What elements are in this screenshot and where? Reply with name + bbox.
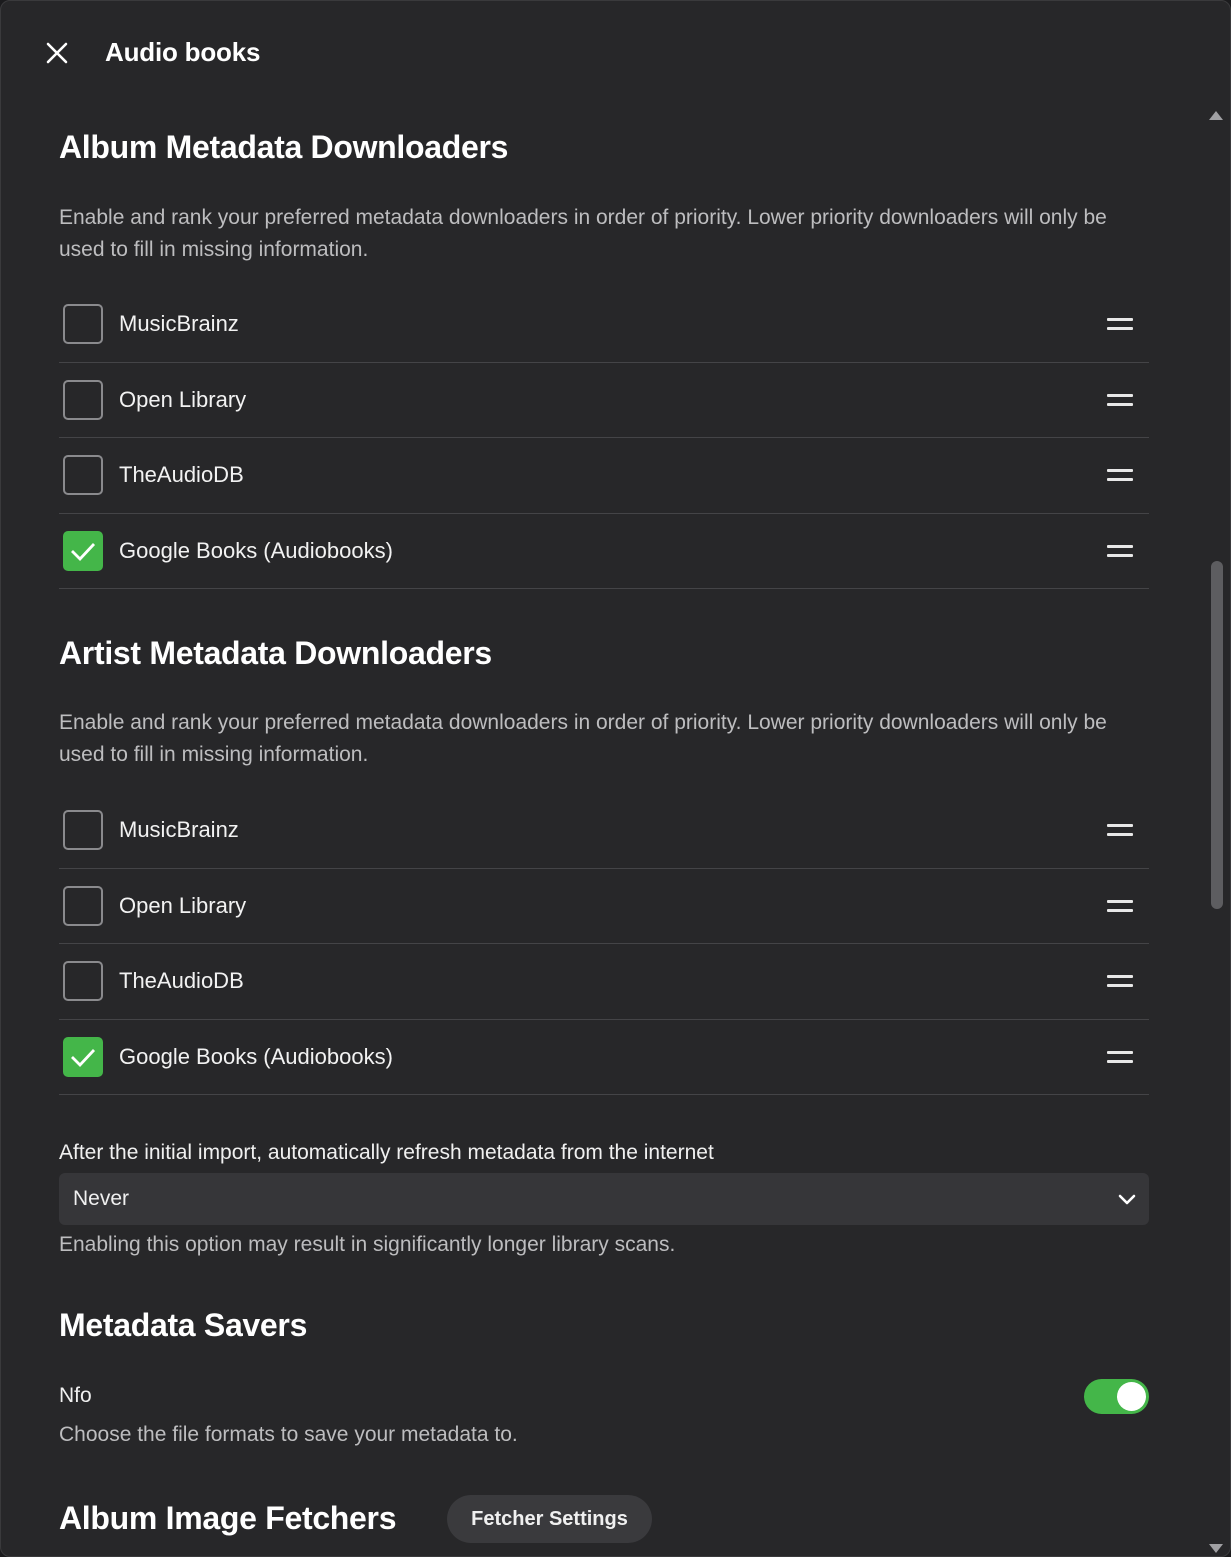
downloader-label: Google Books (Audiobooks) bbox=[119, 537, 393, 563]
dialog-header bbox=[1, 1, 1230, 101]
drag-handle-icon[interactable] bbox=[1107, 394, 1133, 406]
list-item bbox=[59, 287, 1149, 363]
fetcher-settings-button[interactable]: Fetcher Settings bbox=[447, 1495, 652, 1543]
artist-downloader-checkbox[interactable] bbox=[63, 1037, 103, 1077]
close-button[interactable] bbox=[37, 33, 77, 73]
scroll-up-arrow-icon[interactable] bbox=[1209, 111, 1223, 120]
list-item bbox=[59, 869, 1149, 945]
drag-handle-icon[interactable] bbox=[1107, 469, 1133, 481]
scrollbar[interactable] bbox=[1204, 101, 1230, 1557]
list-item bbox=[59, 514, 1149, 590]
refresh-label: After the initial import, automatically refresh metadata from the internet bbox=[59, 1141, 714, 1164]
savers-title: Metadata Savers bbox=[59, 1307, 308, 1343]
refresh-help: Enabling this option may result in significantly longer library scans. bbox=[59, 1233, 676, 1256]
drag-handle-icon[interactable] bbox=[1107, 975, 1133, 987]
image-fetchers-title: Album Image Fetchers bbox=[59, 1500, 397, 1536]
downloader-label: Open Library bbox=[119, 892, 247, 918]
album-downloader-checkbox[interactable] bbox=[63, 531, 103, 571]
artist-downloaders-list bbox=[59, 793, 1149, 1095]
scroll-down-arrow-icon[interactable] bbox=[1209, 1544, 1223, 1553]
refresh-select-value: Never bbox=[73, 1187, 130, 1210]
drag-handle-icon[interactable] bbox=[1107, 545, 1133, 557]
album-downloaders-description: Enable and rank your preferred metadata downloaders in order of priority. Lower priority downloaders will only be used to fill in missing information. bbox=[59, 206, 1107, 261]
drag-handle-icon[interactable] bbox=[1107, 900, 1133, 912]
chevron-down-icon bbox=[1115, 1187, 1139, 1211]
dialog-title: Audio books bbox=[105, 37, 261, 67]
album-downloaders-list bbox=[59, 287, 1149, 589]
drag-handle-icon[interactable] bbox=[1107, 318, 1133, 330]
artist-downloaders-description: Enable and rank your preferred metadata downloaders in order of priority. Lower priority downloaders will only be used to fill in missing information. bbox=[59, 711, 1107, 766]
scrollbar-thumb[interactable] bbox=[1211, 561, 1223, 909]
downloader-label: Google Books (Audiobooks) bbox=[119, 1043, 393, 1069]
artist-downloader-checkbox[interactable] bbox=[63, 961, 103, 1001]
downloader-label: TheAudioDB bbox=[119, 968, 244, 994]
toggle-knob bbox=[1117, 1382, 1146, 1411]
album-downloaders-title: Album Metadata Downloaders bbox=[59, 129, 509, 165]
checkmark-icon bbox=[69, 540, 97, 562]
drag-handle-icon[interactable] bbox=[1107, 1051, 1133, 1063]
list-item bbox=[59, 363, 1149, 439]
downloader-label: TheAudioDB bbox=[119, 462, 244, 488]
downloader-label: MusicBrainz bbox=[119, 817, 239, 843]
list-item bbox=[59, 944, 1149, 1020]
artist-downloader-checkbox[interactable] bbox=[63, 810, 103, 850]
album-downloader-checkbox[interactable] bbox=[63, 380, 103, 420]
list-item bbox=[59, 793, 1149, 869]
list-item bbox=[59, 438, 1149, 514]
close-icon bbox=[45, 41, 69, 65]
nfo-toggle[interactable] bbox=[1084, 1379, 1149, 1414]
album-downloader-checkbox[interactable] bbox=[63, 304, 103, 344]
artist-downloader-checkbox[interactable] bbox=[63, 886, 103, 926]
artist-downloaders-title: Artist Metadata Downloaders bbox=[59, 635, 492, 671]
refresh-select[interactable] bbox=[59, 1173, 1149, 1225]
drag-handle-icon[interactable] bbox=[1107, 824, 1133, 836]
nfo-label: Nfo bbox=[59, 1384, 92, 1407]
savers-help: Choose the file formats to save your metadata to. bbox=[59, 1423, 518, 1446]
downloader-label: MusicBrainz bbox=[119, 311, 239, 337]
checkmark-icon bbox=[69, 1046, 97, 1068]
downloader-label: Open Library bbox=[119, 386, 247, 412]
album-downloader-checkbox[interactable] bbox=[63, 455, 103, 495]
list-item bbox=[59, 1020, 1149, 1096]
